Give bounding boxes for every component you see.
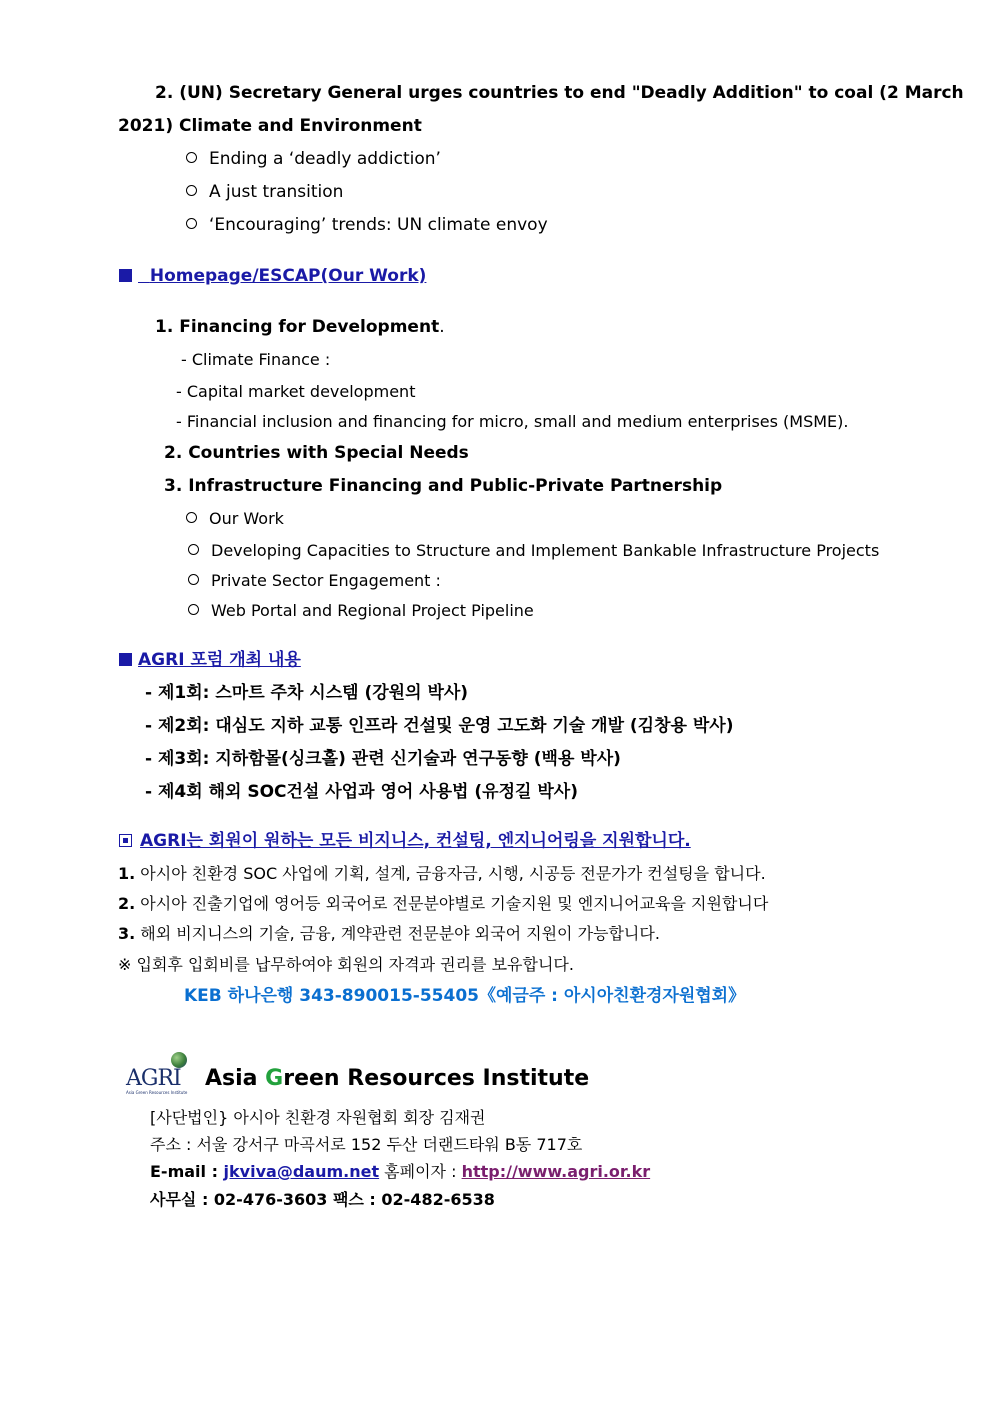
circle-bullet-icon: [188, 604, 199, 615]
forum-heading: AGRI 포럼 개최 내용: [119, 648, 301, 672]
escap-bullet: Web Portal and Regional Project Pipeline: [188, 599, 534, 623]
support-item: 3. 해외 비지니스의 기술, 금융, 계약관련 전문분야 외국어 지원이 가능합니다.: [118, 924, 660, 943]
circle-bullet-icon: [186, 218, 197, 229]
news-bullet: Ending a ‘deadly addiction’: [186, 147, 441, 171]
escap-item-3: 3. Infrastructure Financing and Public-Private Partnership: [164, 476, 723, 496]
forum-item: - 제1회: 스마트 주차 시스템 (강원의 박사): [145, 683, 469, 703]
forum-item: - 제2회: 대심도 지하 교통 인프라 건설및 운영 고도화 기술 개발 (김창용 박사): [145, 716, 734, 736]
support-heading: AGRI는 회원이 원하는 모든 비지니스, 컨설팅, 엔지니어링을 지원합니다.: [119, 829, 691, 853]
escap-bullet: Private Sector Engagement :: [188, 569, 441, 593]
news-item-title-line1: 2. (UN) Secretary General urges countries to end "Deadly Addition" to coal (2 March: [155, 83, 964, 103]
forum-item: - 제3회: 지하함몰(싱크홀) 관련 신기술과 연구동향 (백용 박사): [145, 749, 621, 769]
circle-bullet-icon: [186, 185, 197, 196]
escap-item-2: 2. Countries with Special Needs: [164, 443, 469, 463]
phone-line: 사무실 : 02-476-3603 팩스 : 02-482-6538: [150, 1190, 495, 1209]
escap-item-1: 1. Financing for Development.: [155, 317, 445, 337]
email-link[interactable]: jkviva@daum.net: [223, 1162, 380, 1181]
escap-heading[interactable]: Homepage/ESCAP(Our Work): [119, 264, 426, 288]
support-item: 2. 아시아 진출기업에 영어등 외국어로 전문분야별로 기술지원 및 엔지니어교육을 지원합니다: [118, 894, 769, 913]
circle-bullet-icon: [188, 544, 199, 555]
circle-bullet-icon: [186, 152, 197, 163]
escap-bullet: Our Work: [186, 507, 284, 531]
circle-bullet-icon: [188, 574, 199, 585]
agri-logo: AGRI Asia Green Resources Institute: [126, 1052, 190, 1098]
square-outline-bullet-icon: [119, 834, 132, 847]
contact-line: E-mail : jkviva@daum.net 홈페이자 : http://www.agri.or.kr: [150, 1162, 651, 1181]
address-line: 주소 : 서울 강서구 마곡서로 152 두산 더랜드타워 B동 717호: [150, 1135, 583, 1154]
support-item: 1. 아시아 친환경 SOC 사업에 기획, 설계, 금융자금, 시행, 시공등 전문가가 컨설팅을 합니다.: [118, 864, 766, 883]
forum-item: - 제4회 해외 SOC건설 사업과 영어 사용법 (유정길 박사): [145, 782, 578, 802]
institute-name: Asia Green Resources Institute: [205, 1066, 590, 1091]
escap-subitem: - Climate Finance :: [181, 350, 331, 369]
news-bullet: A just transition: [186, 180, 343, 204]
news-bullet: ‘Encouraging’ trends: UN climate envoy: [186, 213, 548, 237]
bank-account: KEB 하나은행 343-890015-55405《예금주 : 아시아친환경자원협회》: [184, 986, 746, 1006]
circle-bullet-icon: [186, 512, 197, 523]
escap-subitem: - Capital market development: [176, 382, 416, 401]
square-bullet-icon: [119, 269, 132, 282]
organization-line: [사단법인} 아시아 친환경 자원협회 회장 김재권: [150, 1108, 486, 1127]
square-bullet-icon: [119, 653, 132, 666]
escap-bullet: Developing Capacities to Structure and Implement Bankable Infrastructure Projects: [188, 539, 879, 563]
homepage-link[interactable]: http://www.agri.or.kr: [461, 1162, 651, 1181]
escap-subitem: - Financial inclusion and financing for micro, small and medium enterprises (MSME).: [176, 412, 849, 431]
news-item-title-line2: 2021) Climate and Environment: [118, 116, 422, 136]
membership-note: ※ 입회후 입회비를 납무하여야 회원의 자격과 권리를 보유합니다.: [118, 955, 574, 974]
